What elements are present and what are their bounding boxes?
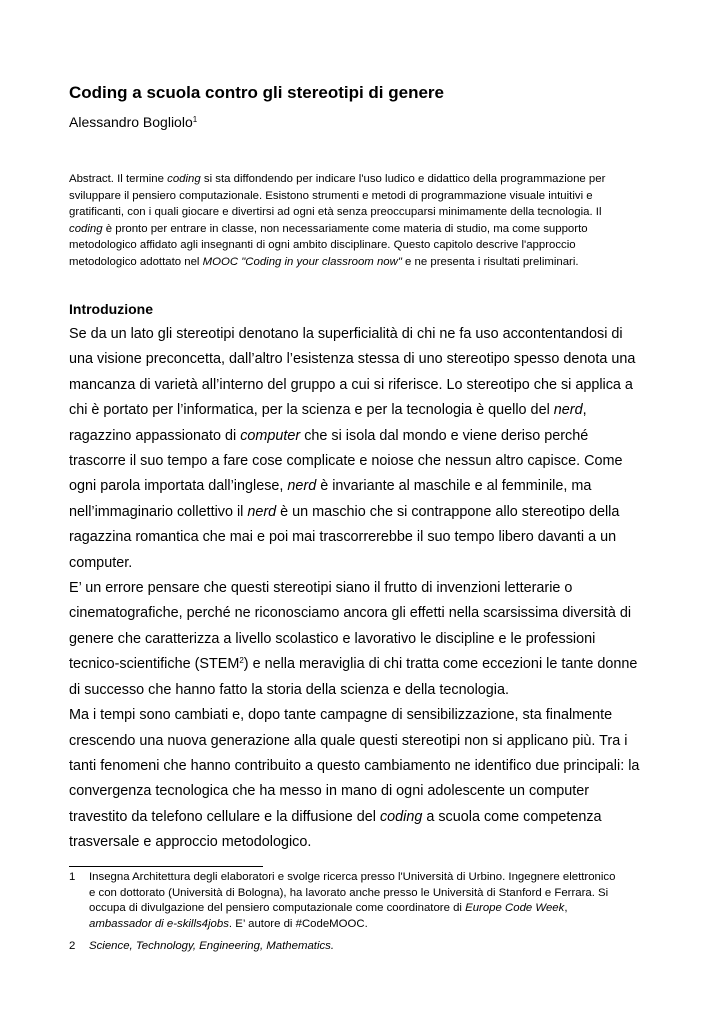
emphasized-text: computer — [240, 427, 301, 444]
text-segment: travestito da telefono cellulare e la diffusione del — [69, 808, 380, 825]
emphasized-text: nerd — [553, 402, 583, 419]
text-segment: a scuola come competenza — [422, 808, 602, 825]
body-line — [69, 322, 659, 347]
footnote-text — [89, 939, 659, 955]
footnote-1 — [69, 870, 659, 933]
emphasized-text: coding — [379, 808, 423, 825]
author-line — [69, 114, 197, 130]
text-segment: E’ un errore pensare che questi stereotipi siano il frutto di invenzioni letterarie o — [69, 580, 573, 597]
body-line — [69, 551, 659, 576]
body-line — [69, 652, 659, 677]
body-line — [69, 576, 659, 601]
body-line — [69, 754, 659, 779]
author-footnote-marker: 1 — [192, 115, 198, 124]
text-segment: ogni parola importata dall’inglese, — [69, 478, 288, 495]
text-segment: chi è portato per l’informatica, per la scienza e per la tecnologia è quello del — [69, 402, 554, 419]
footnote-2 — [69, 939, 659, 955]
text-segment: è un maschio che si contrappone allo stereotipo della — [276, 503, 620, 520]
document-title: Coding a scuola contro gli stereotipi di genere — [69, 83, 444, 102]
text-segment: è pronto per entrare in classe, non necessariamente come materia di studio, ma come supporto — [102, 222, 588, 235]
footnote-line — [89, 901, 659, 917]
text-segment: computer. — [69, 554, 133, 571]
body-line — [69, 500, 659, 525]
text-segment: , — [564, 902, 568, 915]
text-segment: una visione preconcetta, dall’altro l’esistenza stessa di uno stereotipo spesso denota una — [69, 351, 636, 368]
abstract-line — [69, 254, 659, 271]
abstract-line — [69, 221, 659, 238]
footnote-line — [89, 939, 659, 955]
emphasized-text: Europe Code Week — [465, 902, 565, 915]
body-line — [69, 424, 659, 449]
text-segment: nell’immaginario collettivo il — [69, 503, 248, 520]
footnote-separator — [69, 866, 263, 867]
body-text — [69, 322, 659, 856]
text-segment: convergenza tecnologica che ha messo in mano di ogni adolescente un computer — [69, 783, 589, 800]
text-segment: ragazzino appassionato di — [69, 427, 241, 444]
text-segment: occupa di divulgazione del pensiero computazionale come coordinatore di — [89, 902, 466, 915]
text-segment: di successo che hanno fatto la storia della scienza e della tecnologia. — [69, 681, 509, 698]
text-segment: trasversale e approccio metodologico. — [69, 834, 312, 851]
body-line — [69, 373, 659, 398]
body-line — [69, 449, 659, 474]
text-segment: è invariante al maschile e al femminile, ma — [316, 478, 592, 495]
text-segment: Abstract. Il termine — [69, 173, 168, 185]
abstract-line — [69, 171, 659, 188]
footnote-text — [89, 870, 659, 933]
text-segment: , — [582, 402, 587, 419]
body-line — [69, 703, 659, 728]
text-segment: si sta diffondendo per indicare l'uso ludico e didattico della programmazione per — [200, 173, 606, 185]
body-line — [69, 601, 659, 626]
footnote-number: 2 — [69, 940, 76, 952]
text-segment: sviluppare il pensiero computazionale. Esistono strumenti e metodi di programmazione visuale intuitivi e — [69, 189, 593, 202]
text-segment: che si isola dal mondo e viene deriso perché — [300, 427, 589, 444]
emphasized-text: Science, Technology, Engineering, Mathematics. — [89, 940, 335, 952]
abstract-line — [69, 188, 659, 205]
text-segment: Ma i tempi sono cambiati e, dopo tante campagne di sensibilizzazione, sta finalmente — [69, 707, 613, 724]
footnote-reference: 2 — [239, 656, 244, 666]
footnote-line — [89, 886, 659, 902]
footnote-line — [89, 917, 659, 933]
text-segment: trascorre il suo tempo a fare cose complicate e noiose che nessun altro capisce. Come — [69, 453, 623, 470]
body-line — [69, 779, 659, 804]
emphasized-text: nerd — [287, 478, 317, 495]
body-line — [69, 525, 659, 550]
body-line — [69, 830, 659, 855]
abstract-line — [69, 204, 659, 221]
footnote-number: 1 — [69, 871, 76, 883]
footnote-line — [89, 870, 659, 886]
author-name: Alessandro Bogliolo — [69, 114, 193, 130]
emphasized-text: coding — [167, 173, 201, 185]
text-segment: . E’ autore di #CodeMOOC. — [228, 918, 368, 931]
emphasized-text: ambassador di e-skills4jobs — [89, 918, 229, 931]
emphasized-text: MOOC "Coding in your classroom now" — [202, 255, 402, 268]
text-segment: genere che caratterizza a livello scolastico e lavorativo le discipline e le professioni — [69, 630, 596, 647]
text-segment: Se da un lato gli stereotipi denotano la superficialità di chi ne fa uso accontentandosi di — [69, 326, 623, 342]
text-segment: metodologico affidato agli insegnanti di ogni ambito disciplinare. Questo capitolo descrive l'approccio — [69, 239, 576, 251]
text-segment: mancanza di varietà all’interno del gruppo a cui si riferisce. Lo stereotipo che si applica a — [69, 376, 633, 393]
text-segment: crescendo una nuova generazione alla quale questi stereotipi non si applicano più. Tra i — [69, 732, 628, 749]
text-segment: tanti fenomeni che hanno contribuito a questo cambiamento ne identifico due principali: la — [69, 757, 640, 774]
text-segment: tecnico-scientifiche (STEM — [69, 656, 240, 673]
text-segment: ) e nella meraviglia di chi tratta come eccezioni le tante donne — [243, 656, 638, 673]
text-segment: gratificanti, con i quali giocare e divertirsi ad ogni età senza preoccuparsi minimamente della tecnologia. Il — [69, 206, 602, 218]
abstract-line — [69, 237, 659, 254]
body-line — [69, 627, 659, 652]
body-line — [69, 729, 659, 754]
text-segment: cinematografiche, perché ne riconosciamo ancora gli effetti nella scarsissima diversità di — [69, 605, 632, 622]
emphasized-text: nerd — [247, 503, 277, 520]
text-segment: e con dottorato (Università di Bologna), ha lavorato anche presso le Università di Stanford e Ferrara. Si — [89, 886, 609, 899]
body-line — [69, 805, 659, 830]
text-segment: e ne presenta i risultati preliminari. — [401, 255, 579, 268]
body-line — [69, 347, 659, 372]
emphasized-text: coding — [69, 222, 103, 235]
body-line — [69, 678, 659, 703]
section-heading-introduzione: Introduzione — [69, 301, 153, 317]
body-line — [69, 474, 659, 499]
text-segment: ragazzina romantica che mai e poi mai trascorrerebbe il suo tempo libero davanti a un — [69, 529, 617, 546]
text-segment: Insegna Architettura degli elaboratori e svolge ricerca presso l'Università di Urbino. Ingegnere elettronico — [89, 871, 616, 883]
abstract — [69, 171, 659, 270]
text-segment: metodologico adottato nel — [69, 255, 203, 268]
body-line — [69, 398, 659, 423]
